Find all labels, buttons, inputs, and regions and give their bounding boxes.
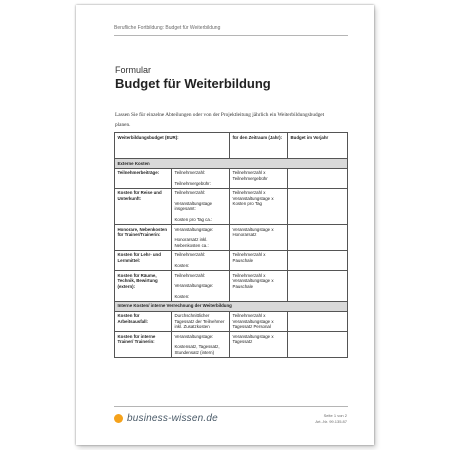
logo[interactable] [114, 413, 218, 424]
intro-paragraph: Lassen Sie für einzelne Abteilungen oder von der Projektleitung jährlich ein Weiterbildungsbudget planen. [115, 112, 325, 128]
amount-cell[interactable] [288, 225, 348, 251]
header-divider [114, 35, 348, 36]
amount-cell[interactable] [288, 332, 348, 358]
calculation-formula: Teilnehmerzahl x Pauschale [230, 250, 288, 270]
table-row [115, 188, 348, 224]
input-field-label: Kosten pro Tag ca.: [174, 217, 213, 223]
calculation-formula: Teilnehmerzahl x Veranstaltungstage x Tagessatz Personal [230, 311, 288, 332]
table-row [115, 168, 348, 188]
table-row [115, 332, 348, 358]
section-heading: Interne Kosten/ interne Verrechnung der Weiterbildung [115, 301, 348, 311]
header-previous-year-cell[interactable]: Budget im Vorjahr [288, 133, 348, 159]
table-row [115, 225, 348, 251]
input-field-label: Honorarsatz inkl. Nebenkosten ca.: [174, 237, 209, 248]
table-row [115, 250, 348, 270]
input-field-label: Teilnehmerzahl: [174, 272, 206, 278]
section-row-external [115, 159, 348, 169]
cost-category-label: Kosten für interne Trainer/ Trainerin: [115, 332, 172, 358]
section-heading: Externe Kosten [115, 159, 348, 169]
logo-text: business-wissen.de [127, 413, 218, 424]
input-field-label: Veranstaltungstage insgesamt: [174, 200, 213, 212]
budget-table [114, 132, 348, 358]
cost-category-label: Kosten für Arbeitsausfall: [115, 311, 172, 332]
logo-dot-icon [114, 414, 123, 423]
document-page [76, 5, 374, 445]
amount-cell[interactable] [288, 311, 348, 332]
calculation-formula: Veranstaltungstage x Honorarsatz [230, 225, 288, 251]
input-field-label: Durchschnittlicher Tagessatz der Teilnehmer inkl. Zusatzkosten [174, 313, 225, 330]
input-field-label: Kostensatz, Tagessatz, Stundensatz (intern) [174, 344, 220, 355]
table-row [115, 311, 348, 332]
calculation-formula: Veranstaltungstage x Tagessatz [230, 332, 288, 358]
cost-category-label: Kosten für Reise und Unterkunft: [115, 188, 172, 224]
input-field-label: Kosten: [174, 263, 190, 269]
input-field-label: Veranstaltungstage: [174, 283, 214, 289]
document-title: Budget für Weiterbildung [115, 76, 271, 91]
input-fields-cell[interactable] [172, 311, 230, 332]
input-fields-cell[interactable] [172, 250, 230, 270]
amount-cell[interactable] [288, 250, 348, 270]
input-field-label: Kosten: [174, 293, 190, 299]
input-field-label: Teilnehmerzahl: [174, 252, 206, 258]
cost-category-label: Honorare, Nebenkosten für Trainer/Trainerin: [115, 225, 172, 251]
header-period-cell[interactable]: für den Zeitraum (Jahr): [230, 133, 288, 159]
footer-divider [114, 406, 348, 407]
table-row [115, 271, 348, 302]
table-header-row [115, 133, 348, 159]
input-fields-cell[interactable] [172, 188, 230, 224]
input-field-label: Teilnehmerzahl: [174, 170, 206, 176]
amount-cell[interactable] [288, 168, 348, 188]
calculation-formula: Teilnehmerzahl x Veranstaltungstage x Pauschale [230, 271, 288, 302]
calculation-formula: Teilnehmerzahl x Teilnehmergebühr [230, 168, 288, 188]
calculation-formula: Teilnehmerzahl x Veranstaltungstage x Kosten pro Tag [230, 188, 288, 224]
section-row-internal [115, 301, 348, 311]
input-fields-cell[interactable] [172, 225, 230, 251]
input-field-label: Veranstaltungstage: [174, 226, 214, 232]
input-field-label: Teilnehmerzahl: [174, 190, 206, 196]
header-budget-cell[interactable]: Weiterbildungsbudget (EUR): [115, 133, 230, 159]
input-fields-cell[interactable] [172, 168, 230, 188]
input-fields-cell[interactable] [172, 332, 230, 358]
input-field-label: Veranstaltungstage: [174, 333, 214, 339]
page-info [315, 413, 347, 425]
form-label: Formular [115, 65, 152, 75]
page-number: Seite 1 von 2 [323, 413, 347, 418]
amount-cell[interactable] [288, 271, 348, 302]
input-fields-cell[interactable] [172, 271, 230, 302]
amount-cell[interactable] [288, 188, 348, 224]
input-field-label: Teilnehmergebühr: [174, 180, 211, 186]
cost-category-label: Kosten für Lehr- und Lernmittel: [115, 250, 172, 270]
running-header: Berufliche Fortbildung: Budget für Weiterbildung [114, 25, 221, 31]
article-number: Art.-Nr. 99.135.87 [315, 419, 347, 424]
cost-category-label: Teilnehmerbeiträge: [115, 168, 172, 188]
cost-category-label: Kosten für Räume, Technik, Bewirtung (extern): [115, 271, 172, 302]
